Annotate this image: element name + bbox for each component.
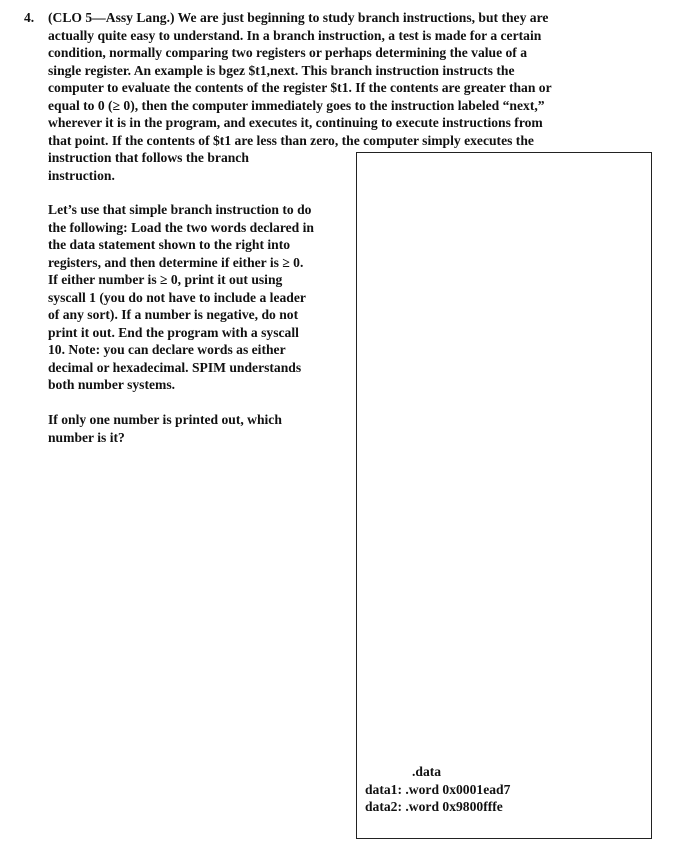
intro-line: instruction. xyxy=(48,167,115,183)
intro-line: wherever it is in the program, and executes it, continuing to execute instructions from xyxy=(48,115,543,130)
intro-line: single register. An example is bgez $t1,next. This branch instruction instructs the xyxy=(48,62,515,78)
followup-line: If only one number is printed out, which xyxy=(48,412,282,427)
intro-line: computer to evaluate the contents of the register $t1. If the contents are greater than or xyxy=(48,80,552,95)
question-number: 4. xyxy=(24,10,35,25)
task-line: registers, and then determine if either is ≥ 0. xyxy=(48,254,304,270)
task-line: of any sort). If a number is negative, do not xyxy=(48,307,299,322)
answer-box[interactable] xyxy=(356,152,652,839)
intro-line: condition, normally comparing two registers or perhaps determining the value of a xyxy=(48,45,528,60)
data-word-line: data2: .word 0x9800fffe xyxy=(365,799,503,814)
task-line: syscall 1 (you do not have to include a leader xyxy=(48,289,306,305)
task-line: Let’s use that simple branch instruction to do xyxy=(48,202,312,217)
task-line: print it out. End the program with a syscall xyxy=(48,324,299,340)
followup-line: number is it? xyxy=(48,429,125,445)
intro-line: actually quite easy to understand. In a branch instruction, a test is made for a certain xyxy=(48,27,542,43)
task-line: decimal or hexadecimal. SPIM understands xyxy=(48,359,302,375)
task-line: If either number is ≥ 0, print it out using xyxy=(48,272,283,287)
task-line: the following: Load the two words declared in xyxy=(48,219,314,235)
intro-line: (CLO 5—Assy Lang.) We are just beginning to study branch instructions, but they are xyxy=(48,10,549,25)
data-word-line: data1: .word 0x0001ead7 xyxy=(365,781,511,797)
intro-line: instruction that follows the branch xyxy=(48,150,249,165)
data-section xyxy=(365,763,510,816)
task-line: 10. Note: you can declare words as either xyxy=(48,342,286,357)
task-line: both number systems. xyxy=(48,377,176,392)
data-directive: .data xyxy=(412,764,442,779)
task-line: the data statement shown to the right into xyxy=(48,237,291,252)
intro-line: equal to 0 (≥ 0), then the computer immediately goes to the instruction labeled “next,” xyxy=(48,97,545,113)
intro-line: that point. If the contents of $t1 are less than zero, the computer simply executes the xyxy=(48,132,534,148)
